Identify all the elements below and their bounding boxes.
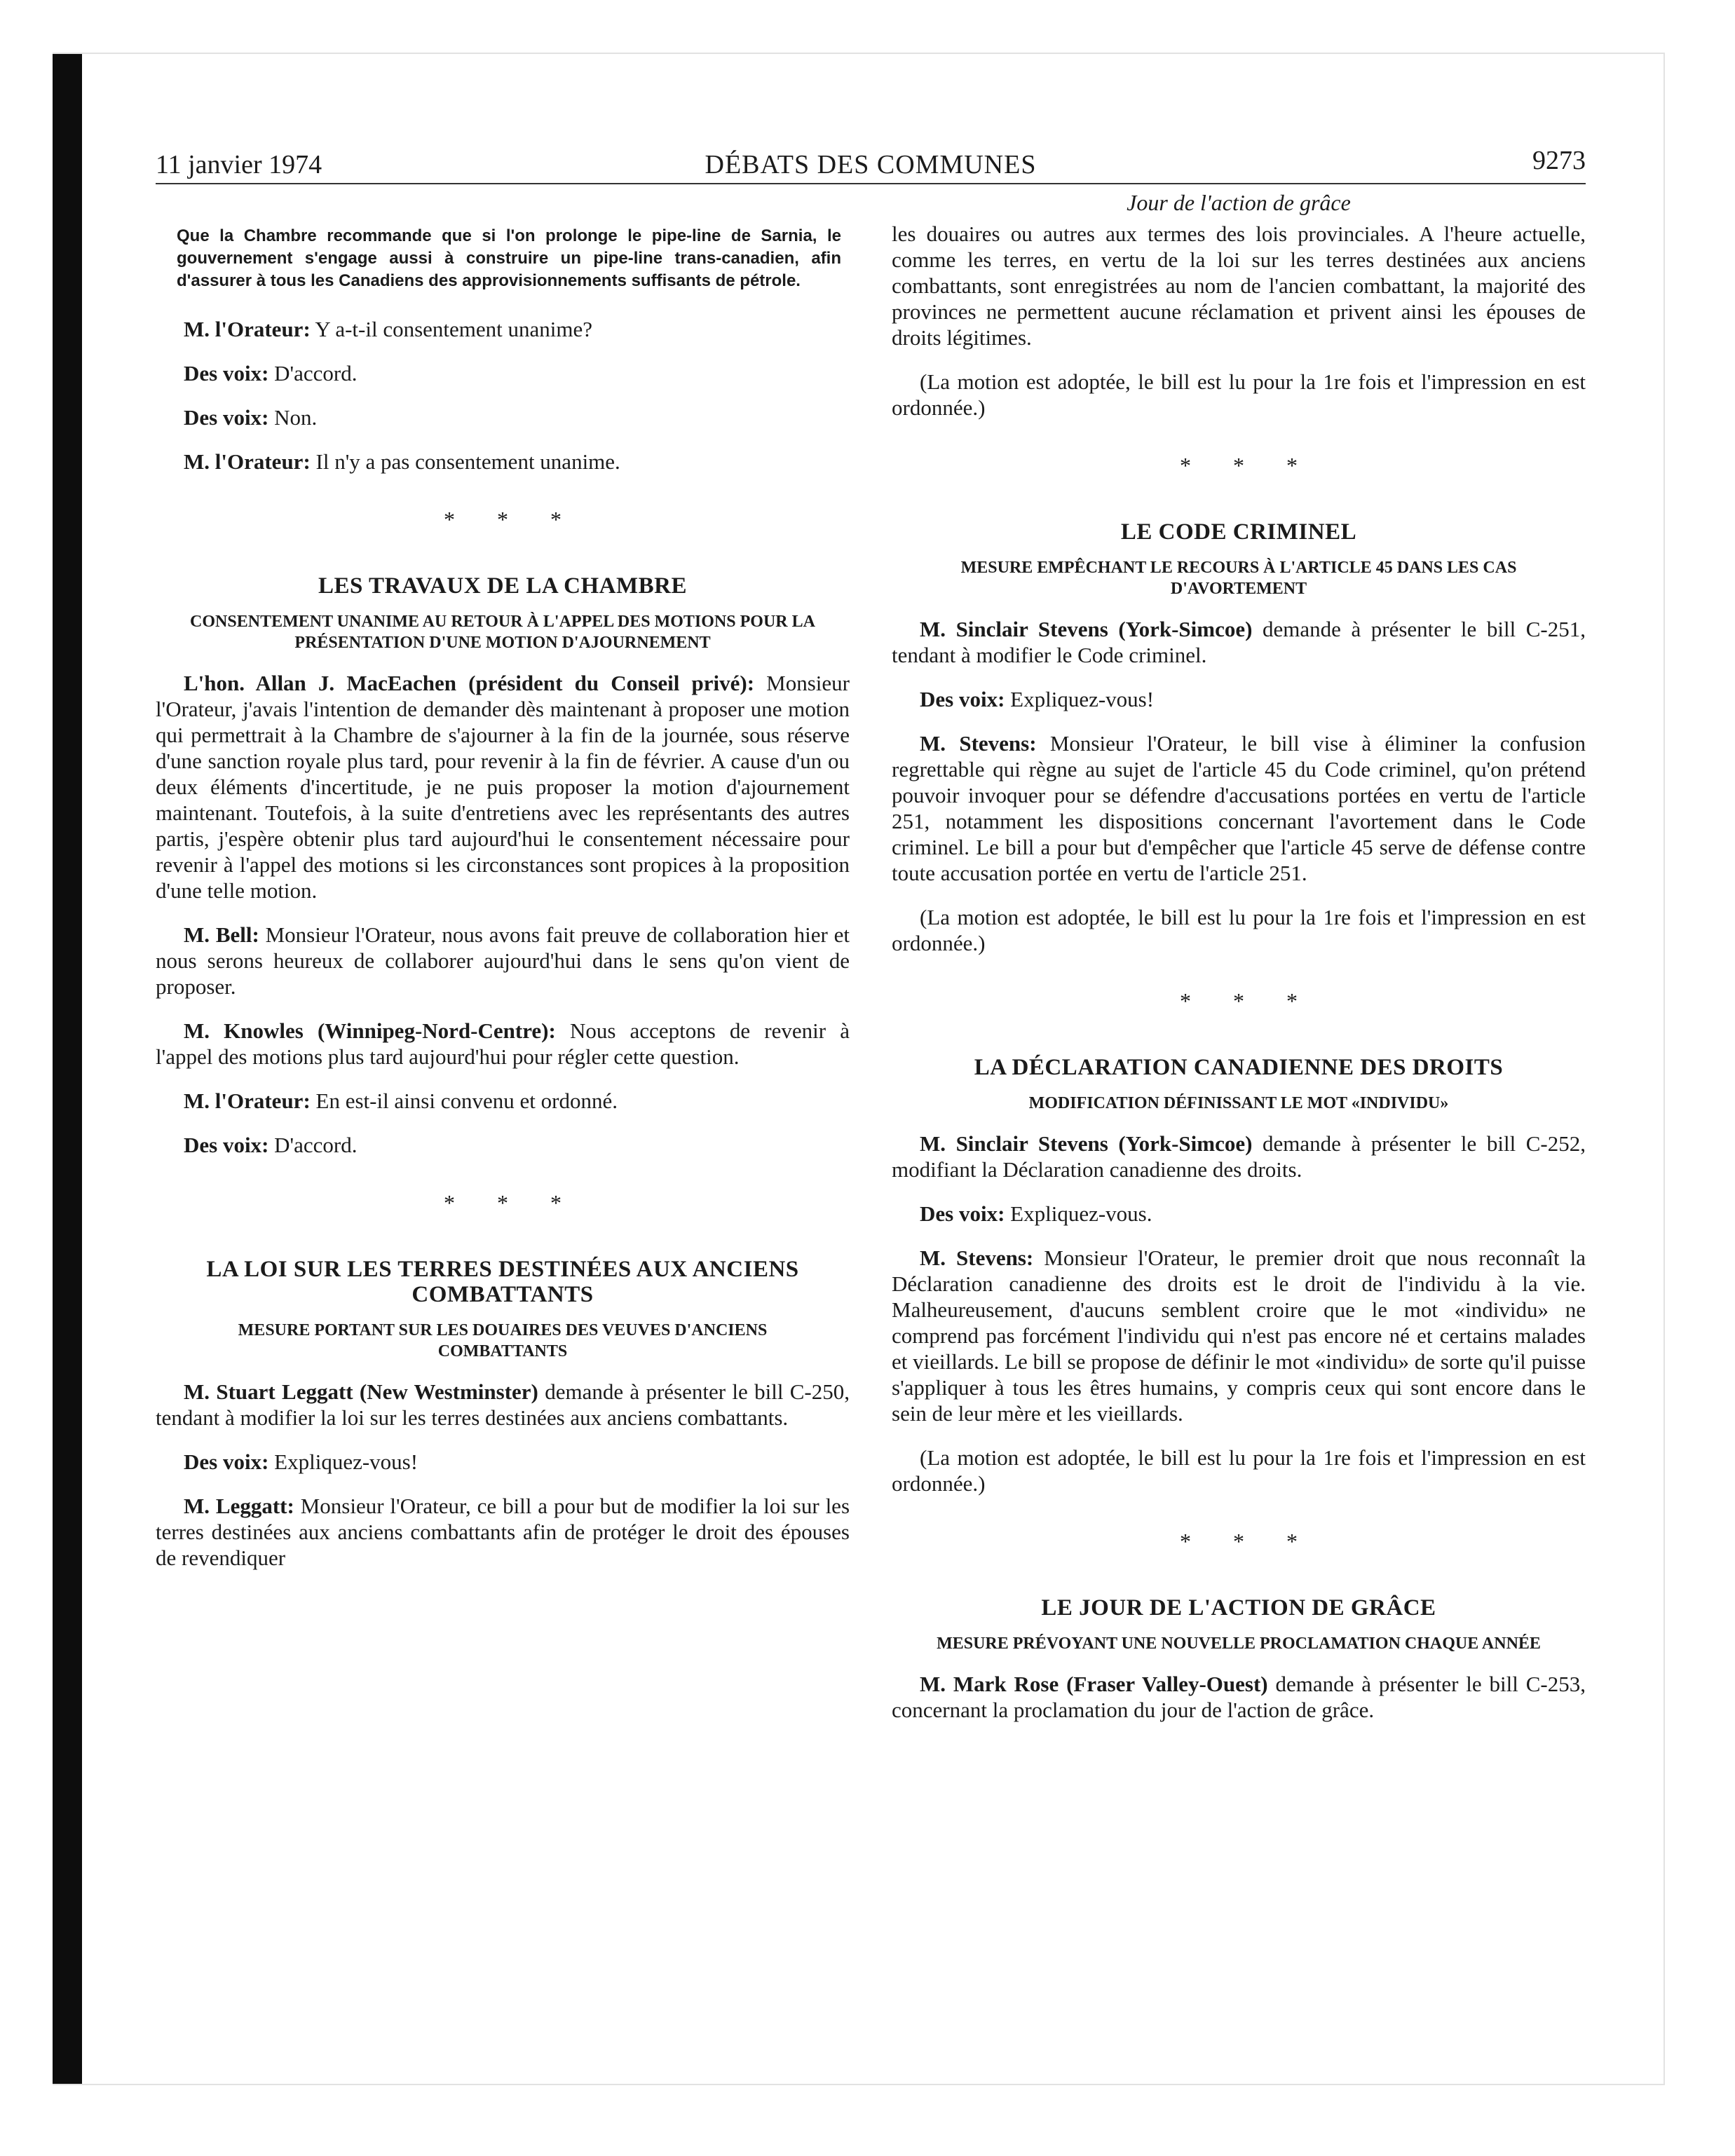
speech: Monsieur l'Orateur, le premier droit que nous reconnaît la Déclaration canadienne des droits est le droit de l'individu à la vie. Malheureusement, d'aucuns semblent croire que le mot «individu» ne comprend pas forcément l'individu qui n'est pas encore né et certains malades et vieillards. Le bill se propose de définir le mot «individu» de sorte qu'il puisse s'appliquer à tous les êtres humains, y compris ceux qui sont encore dans le sein de leur mère et les vieillards. [892,1246,1586,1426]
section-separator: * * * [444,1190,580,1215]
speaker: L'hon. Allan J. MacEachen (président du Conseil privé): [184,671,755,695]
paragraph [156,1379,850,1431]
speech: Monsieur l'Orateur, nous avons fait preuve de collaboration hier et nous serons heureux de collaborer aujourd'hui dans le sens qu'on vient de proposer. [156,922,850,999]
page-number: 9273 [1532,146,1586,175]
speech: Nous acceptons de revenir à l'appel des motions plus tard aujourd'hui pour régler cette question. [156,1018,850,1069]
speaker: M. Mark Rose (Fraser Valley-Ouest) [920,1672,1268,1696]
paragraph [892,686,1586,712]
section-separator: * * * [1180,1529,1316,1554]
paragraph-continued: les douaires ou autres aux termes des lois provinciales. A l'heure actuelle, comme les terres, en vertu de la loi sur les terres destinées aux anciens combattants, sont enregistrées au nom de l'ancien combattant, la majorité des provinces ne permettent aucune réclamation et privent ainsi les épouses de droits légitimes. [892,221,1586,350]
section-subheading: MESURE PRÉVOYANT UNE NOUVELLE PROCLAMATION CHAQUE ANNÉE [937,1635,1541,1653]
speech: demande à présenter le bill C-252, modifiant la Déclaration canadienne des droits. [892,1131,1586,1182]
speech: Expliquez-vous! [1005,687,1155,711]
paragraph [156,1088,850,1114]
speaker: M. Leggatt: [184,1494,294,1518]
scan-edge-right [1663,53,1665,2085]
section-separator: * * * [1180,988,1316,1014]
section-subheading: CONSENTEMENT UNANIME AU RETOUR À L'APPEL DES MOTIONS POUR LA PRÉSENTATION D'UNE MOTION D'AJOURNEMENT [190,613,815,652]
section-subheading: MESURE EMPÊCHANT LE RECOURS À L'ARTICLE 45 DANS LES CAS D'AVORTEMENT [960,559,1517,598]
right-column [892,191,1586,1741]
speaker: M. l'Orateur: [184,449,311,474]
section-separator: * * * [444,507,580,532]
paragraph [892,730,1586,886]
header-date: 11 janvier 1974 [156,150,322,179]
section-heading: LA LOI SUR LES TERRES DESTINÉES AUX ANCIENS COMBATTANTS [206,1257,799,1307]
speech: demande à présenter le bill C-250, tendant à modifier la loi sur les terres destinées aux anciens combattants. [156,1379,850,1430]
speech: Expliquez-vous. [1005,1201,1152,1226]
speaker: Des voix: [184,361,269,386]
section-subheading: MODIFICATION DÉFINISSANT LE MOT «INDIVIDU» [1028,1094,1449,1112]
speaker: Des voix: [920,1201,1005,1226]
speaker: M. Bell: [184,922,259,947]
paragraph [156,1018,850,1070]
paragraph [892,1245,1586,1426]
speech: Il n'y a pas consentement unanime. [310,449,620,474]
speaker: Des voix: [184,1133,269,1157]
speech: D'accord. [268,361,358,386]
speech: Monsieur l'Orateur, j'avais l'intention de demander dès maintenant à proposer une motion qui permettrait à la Chambre de s'ajourner à la fin de la journée, sous réserve d'une sanction royale plus tard, pour revenir à la fin de février. A cause d'un ou deux éléments d'incertitude, je ne puis proposer la motion d'ajournement maintenant. Toutefois, à la suite d'entretiens avec les représentants des autres partis, j'espère obtenir plus tard aujourd'hui le consentement nécessaire pour revenir à l'appel des motions si les circonstances sont propices à la proposition d'une telle motion. [156,671,850,903]
paragraph [156,449,850,475]
speech: demande à présenter le bill C-253, concernant la proclamation du jour de l'action de grâce. [892,1672,1586,1722]
speaker: Des voix: [184,1449,269,1474]
motion-quote: Que la Chambre recommande que si l'on prolonge le pipe-line de Sarnia, le gouvernement s'engage aussi à construire un pipe-line trans-canadien, afin d'assurer à tous les Canadiens des approvisionnements suffisants de pétrole. [177,226,841,290]
speech: demande à présenter le bill C-251, tendant à modifier le Code criminel. [892,617,1586,667]
speaker: M. Knowles (Winnipeg-Nord-Centre): [184,1018,556,1043]
section-heading: LE JOUR DE L'ACTION DE GRÂCE [1041,1595,1436,1621]
section-heading: LES TRAVAUX DE LA CHAMBRE [318,573,687,599]
speaker: M. l'Orateur: [184,1089,311,1113]
speech: Y a-t-il consentement unanime? [310,317,593,341]
paragraph [156,1493,850,1571]
speaker: M. Stevens: [920,731,1037,756]
speaker: Des voix: [184,405,269,430]
procedural-note: (La motion est adoptée, le bill est lu pour la 1re fois et l'impression en est ordonnée.) [892,369,1586,420]
paragraph [156,670,850,903]
running-subject: Jour de l'action de grâce [1127,190,1351,215]
paragraph [156,316,850,342]
speech: Non. [268,405,318,430]
left-column [156,191,850,1741]
scan-edge-bottom [53,2084,1665,2085]
paragraph [892,616,1586,668]
paragraph [156,360,850,386]
header-rule [156,183,1586,184]
paragraph [892,1131,1586,1182]
two-column-body [156,191,1586,1741]
section-subheading: MESURE PORTANT SUR LES DOUAIRES DES VEUVES D'ANCIENS COMBATTANTS [238,1321,768,1360]
speech: Expliquez-vous! [268,1449,419,1474]
paragraph [156,1449,850,1475]
scan-edge-top [53,53,1665,54]
section-separator: * * * [1180,453,1316,478]
paragraph [892,1201,1586,1227]
section-heading: LA DÉCLARATION CANADIENNE DES DROITS [974,1055,1504,1080]
document-page [156,144,1586,2050]
speaker: M. Stuart Leggatt (New Westminster) [184,1379,538,1404]
procedural-note: (La motion est adoptée, le bill est lu pour la 1re fois et l'impression en est ordonnée.) [892,905,1586,955]
speaker: M. l'Orateur: [184,317,311,341]
speech: En est-il ainsi convenu et ordonné. [310,1089,618,1113]
speech: Monsieur l'Orateur, le bill vise à éliminer la confusion regrettable qui règne au sujet de l'article 45 du Code criminel, qu'on prétend pouvoir invoquer pour se défendre d'accusations portées en vertu de l'article 251, notamment les dispositions concernant l'avortement dans le Code criminel. Le bill a pour but d'empêcher que l'article 45 serve de défense contre toute accusation portée en vertu de l'article 251. [892,731,1586,885]
speech: D'accord. [268,1133,358,1157]
speaker: M. Stevens: [920,1246,1034,1270]
speaker: Des voix: [920,687,1005,711]
running-header [156,144,1586,186]
speaker: M. Sinclair Stevens (York-Simcoe) [920,1131,1253,1156]
scan-border [53,53,82,2085]
header-title: DÉBATS DES COMMUNES [705,150,1037,179]
section-heading: LE CODE CRIMINEL [1120,519,1357,545]
paragraph [892,1671,1586,1723]
paragraph [156,922,850,999]
speech: Monsieur l'Orateur, ce bill a pour but de modifier la loi sur les terres destinées aux anciens combattants afin de protéger le droit des épouses de revendiquer [156,1494,850,1570]
procedural-note: (La motion est adoptée, le bill est lu pour la 1re fois et l'impression en est ordonnée.) [892,1445,1586,1496]
paragraph [156,1132,850,1158]
paragraph [156,404,850,430]
speaker: M. Sinclair Stevens (York-Simcoe) [920,617,1253,641]
